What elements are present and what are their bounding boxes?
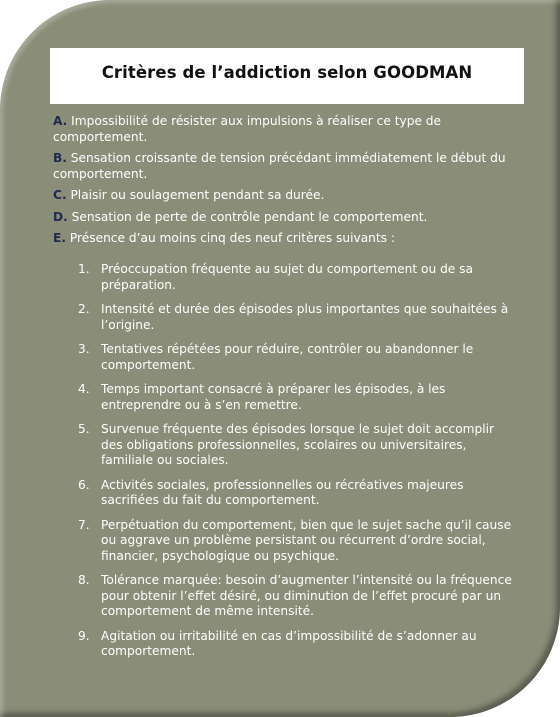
criterion-text: Impossibilité de résister aux impulsions à réaliser ce type de comportement. bbox=[53, 114, 442, 144]
sub-criterion-text: Intensité et durée des épisodes plus importantes que souhaitées à l’origine. bbox=[101, 302, 509, 332]
sub-criterion-6 bbox=[78, 478, 518, 509]
sub-criterion-number: 6. bbox=[78, 477, 90, 492]
sub-criterion-number: 5. bbox=[78, 422, 90, 436]
sub-criterion-text: Agitation ou irritabilité en cas d’impossibilité de s’adonner au comportement. bbox=[101, 628, 477, 658]
sub-criteria-list bbox=[78, 262, 518, 669]
sub-criterion-text: Tolérance marquée: besoin d’augmenter l’intensité ou la fréquence pour obtenir l’effet désiré, ou diminution de l’effet procuré par un comportement de même intensité. bbox=[101, 573, 512, 618]
sub-criterion-3 bbox=[78, 342, 518, 373]
criterion-text: Sensation croissante de tension précédant immédiatement le début du comportement. bbox=[53, 151, 506, 181]
sub-criterion-5 bbox=[78, 422, 518, 469]
sub-criterion-number: 4. bbox=[78, 382, 90, 396]
criterion-letter: C. bbox=[53, 188, 67, 202]
page-title: Critères de l’addiction selon GOODMAN bbox=[101, 63, 473, 82]
criterion-d bbox=[53, 210, 511, 226]
sub-criterion-text: Préoccupation fréquente au sujet du comportement ou de sa préparation. bbox=[101, 262, 473, 292]
criterion-letter: D. bbox=[53, 209, 68, 224]
criterion-text: Présence d’au moins cinq des neuf critères suivants : bbox=[69, 231, 396, 245]
criterion-c bbox=[53, 188, 511, 204]
criterion-letter: B. bbox=[53, 151, 67, 165]
sub-criterion-number: 8. bbox=[78, 573, 90, 587]
sub-criterion-number: 2. bbox=[78, 302, 90, 316]
sub-criterion-8 bbox=[78, 573, 518, 620]
sub-criterion-text: Temps important consacré à préparer les épisodes, à les entreprendre ou à s’en remettre. bbox=[101, 382, 446, 412]
sub-criterion-number: 9. bbox=[78, 628, 90, 643]
sub-criterion-4 bbox=[78, 382, 518, 413]
sub-criterion-number: 1. bbox=[78, 262, 90, 276]
sub-criterion-text: Activités sociales, professionnelles ou récréatives majeures sacrifiées du fait du comportement. bbox=[101, 477, 464, 507]
criterion-text: Plaisir ou soulagement pendant sa durée. bbox=[70, 188, 325, 202]
sub-criterion-text: Tentatives répétées pour réduire, contrôler ou abandonner le comportement. bbox=[101, 342, 474, 372]
sub-criterion-text: Perpétuation du comportement, bien que le sujet sache qu’il cause ou aggrave un problème persistant ou récurrent d’ordre social, financier, psychologique ou psychique. bbox=[101, 517, 512, 563]
sub-criterion-2 bbox=[78, 302, 518, 333]
criterion-b bbox=[53, 151, 511, 182]
sub-criterion-9 bbox=[78, 629, 518, 660]
criterion-letter: E. bbox=[53, 231, 66, 245]
criterion-text: Sensation de perte de contrôle pendant le comportement. bbox=[71, 209, 428, 224]
criterion-letter: A. bbox=[53, 114, 68, 128]
sub-criterion-number: 3. bbox=[78, 342, 90, 356]
sub-criterion-text: Survenue fréquente des épisodes lorsque le sujet doit accomplir des obligations professionnelles, scolaires ou universitaires, familiale ou sociales. bbox=[101, 422, 495, 467]
criterion-e bbox=[53, 231, 511, 247]
sub-criterion-7 bbox=[78, 518, 518, 565]
title-box bbox=[50, 48, 524, 104]
criterion-a bbox=[53, 114, 511, 145]
sub-criterion-1 bbox=[78, 262, 518, 293]
criteria-list bbox=[53, 114, 511, 253]
sub-criterion-number: 7. bbox=[78, 517, 90, 532]
